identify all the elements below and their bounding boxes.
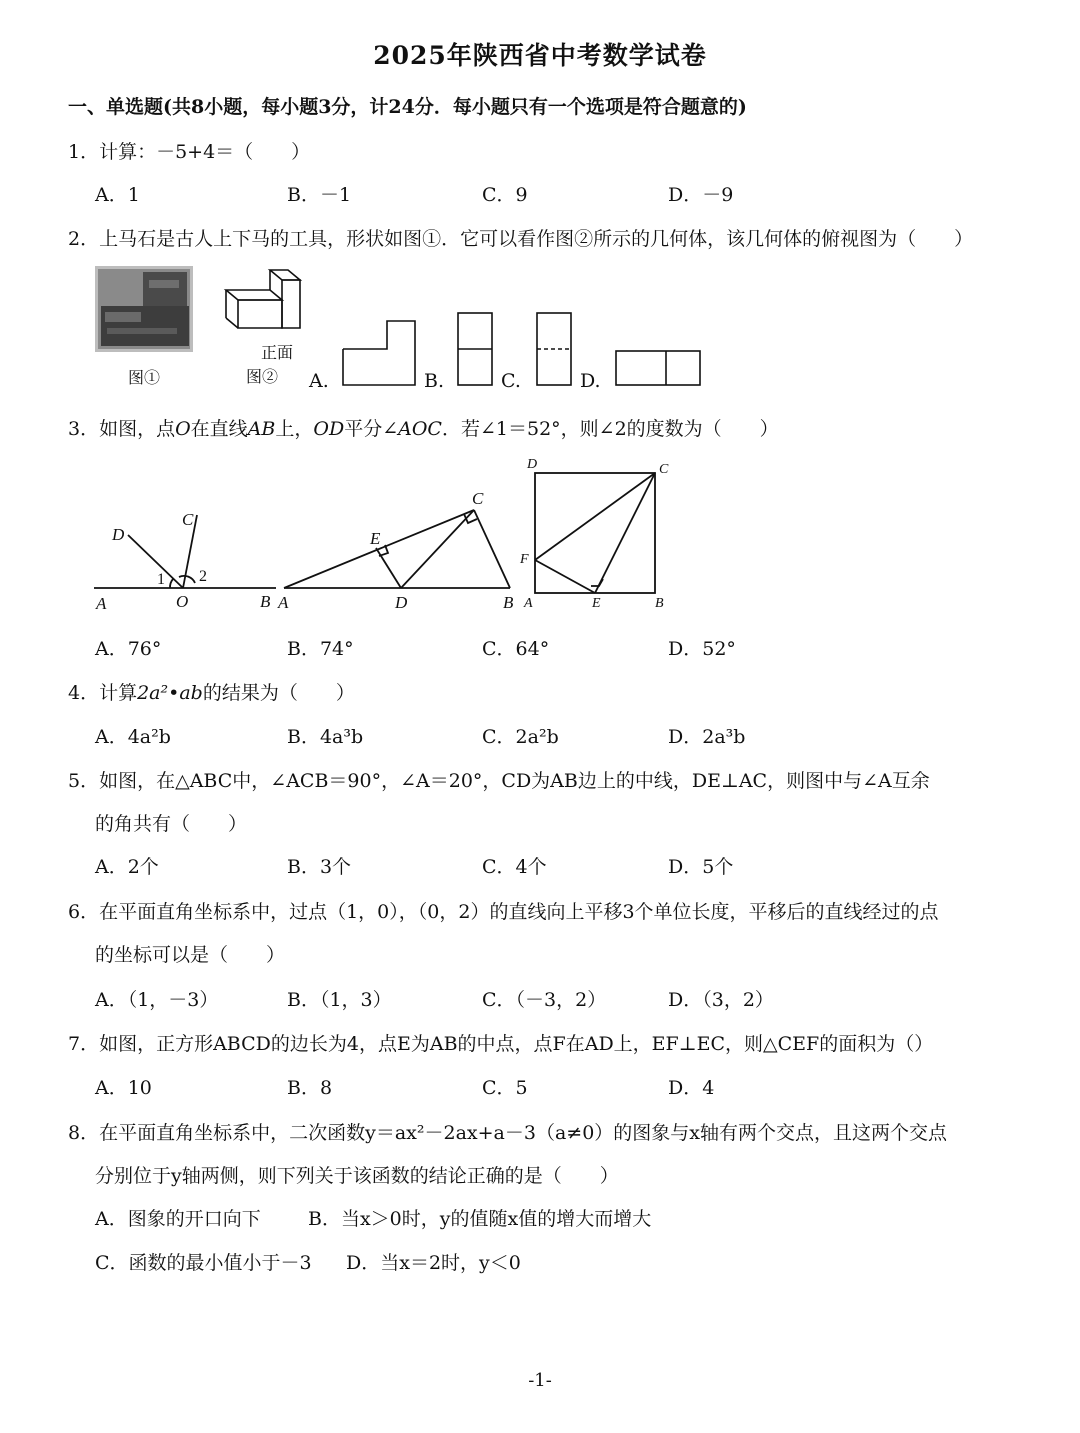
- q3-label-d: D: [112, 525, 125, 544]
- q2-option-d-figure[interactable]: [614, 349, 702, 387]
- question-8-stem-line1: 8．在平面直角坐标系中，二次函数y＝ax²－2ax+a－3（a≠0）的图象与x轴有两个交点，且这两个交点: [68, 1122, 948, 1144]
- q3-label-b: B: [260, 592, 271, 611]
- q3-label-a: A: [96, 594, 107, 613]
- q2-option-b-figure[interactable]: [456, 311, 494, 387]
- section-header: 一、单选题(共8小题，每小题3分，计24分．每小题只有一个选项是符合题意的): [68, 96, 747, 118]
- q7-label-c: C: [659, 462, 669, 477]
- q7-square-figure: [515, 455, 675, 615]
- q5-label-a: A: [278, 593, 289, 612]
- q8-option-b[interactable]: B．当x＞0时，y的值随x值的增大而增大: [308, 1208, 652, 1230]
- q7-option-c[interactable]: C．5: [482, 1077, 528, 1099]
- question-2-stem: 2．上马石是古人上下马的工具，形状如图①．它可以看作图②所示的几何体，该几何体的俯视图为（ ）: [68, 228, 974, 250]
- q1-option-d[interactable]: D．－9: [668, 184, 734, 206]
- q1-option-b[interactable]: B．－1: [287, 184, 352, 206]
- q8-option-d[interactable]: D．当x＝2时，y＜0: [346, 1252, 521, 1274]
- q2-front-label: 正面: [261, 343, 294, 362]
- q7-label-f: F: [520, 552, 529, 567]
- q5-option-c[interactable]: C．4个: [482, 856, 547, 878]
- exam-title: 2025年陕西省中考数学试卷: [373, 41, 707, 70]
- q3-angle-figure: [90, 505, 282, 615]
- q5-option-a[interactable]: A．2个: [95, 856, 159, 878]
- q2-stone-photo: [95, 266, 193, 352]
- question-6-stem-line2: 的坐标可以是（ ）: [95, 944, 286, 966]
- q8-option-c[interactable]: C．函数的最小值小于－3: [95, 1252, 312, 1274]
- q6-option-d[interactable]: D．（3，2）: [668, 989, 774, 1011]
- q4-option-a[interactable]: A．4a²b: [95, 726, 171, 748]
- question-5-stem-line2: 的角共有（ ）: [95, 813, 248, 835]
- q2-option-c-figure[interactable]: [535, 311, 573, 387]
- q1-option-c[interactable]: C．9: [482, 184, 528, 206]
- question-8-stem-line2: 分别位于y轴两侧，则下列关于该函数的结论正确的是（ ）: [95, 1165, 619, 1187]
- q6-option-c[interactable]: C．（－3，2）: [482, 989, 607, 1011]
- q4-option-c[interactable]: C．2a²b: [482, 726, 559, 748]
- q3-label-o: O: [176, 592, 189, 611]
- q7-option-a[interactable]: A．10: [95, 1077, 152, 1099]
- q5-label-e: E: [370, 529, 381, 548]
- q2-option-d[interactable]: D.: [580, 370, 601, 392]
- q3-label-angle1: 1: [157, 571, 165, 588]
- q3-label-angle2: 2: [199, 568, 207, 585]
- q3-label-c: C: [182, 510, 194, 529]
- q2-solid-figure: [222, 266, 308, 332]
- q4-option-d[interactable]: D．2a³b: [668, 726, 746, 748]
- q7-label-e: E: [592, 596, 601, 611]
- q8-option-a[interactable]: A．图象的开口向下: [95, 1208, 261, 1230]
- q5-option-b[interactable]: B．3个: [287, 856, 352, 878]
- q2-fig1-caption: 图①: [128, 368, 161, 387]
- q4-option-b[interactable]: B．4a³b: [287, 726, 364, 748]
- q2-option-b[interactable]: B.: [424, 370, 445, 392]
- q6-option-b[interactable]: B．（1，3）: [287, 989, 392, 1011]
- q5-label-c: C: [472, 489, 484, 508]
- q3-option-a[interactable]: A．76°: [95, 638, 162, 660]
- question-5-stem-line1: 5．如图，在△ABC中，∠ACB＝90°，∠A＝20°，CD为AB边上的中线，DE⊥AC，则图中与∠A互余: [68, 770, 930, 792]
- q5-option-d[interactable]: D．5个: [668, 856, 734, 878]
- question-7-stem: 7．如图，正方形ABCD的边长为4，点E为AB的中点，点F在AD上，EF⊥EC，则△CEF的面积为（）: [68, 1033, 934, 1055]
- q2-fig2-caption: 图②: [246, 367, 279, 386]
- q2-option-c[interactable]: C.: [501, 370, 521, 392]
- q7-option-d[interactable]: D．4: [668, 1077, 715, 1099]
- q2-option-a[interactable]: A.: [309, 370, 329, 392]
- q4-expression: 2a²•ab: [137, 682, 203, 704]
- q7-option-b[interactable]: B．8: [287, 1077, 333, 1099]
- q7-label-a: A: [524, 596, 533, 611]
- page-number: -1-: [528, 1370, 552, 1391]
- question-4-stem: 4．计算2a²•ab的结果为（ ）: [68, 682, 355, 704]
- q1-option-a[interactable]: A．1: [95, 184, 140, 206]
- q5-label-b: B: [503, 593, 514, 612]
- q3-option-d[interactable]: D．52°: [668, 638, 736, 660]
- q7-label-d: D: [527, 457, 538, 472]
- q7-label-b: B: [655, 596, 664, 611]
- q3-option-c[interactable]: C．64°: [482, 638, 550, 660]
- q5-label-d: D: [395, 593, 408, 612]
- q5-triangle-figure: [276, 485, 524, 615]
- q3-option-b[interactable]: B．74°: [287, 638, 354, 660]
- q2-option-a-figure[interactable]: [341, 319, 417, 387]
- question-1-stem: 1．计算：－5+4＝（ ）: [68, 141, 311, 163]
- question-6-stem-line1: 6．在平面直角坐标系中，过点（1，0），（0，2）的直线向上平移3个单位长度，平移后的直线经过的点: [68, 901, 939, 923]
- q6-option-a[interactable]: A．（1，－3）: [95, 989, 219, 1011]
- question-3-stem: 3．如图，点O在直线AB上，OD平分∠AOC．若∠1＝52°，则∠2的度数为（ ）: [68, 418, 779, 440]
